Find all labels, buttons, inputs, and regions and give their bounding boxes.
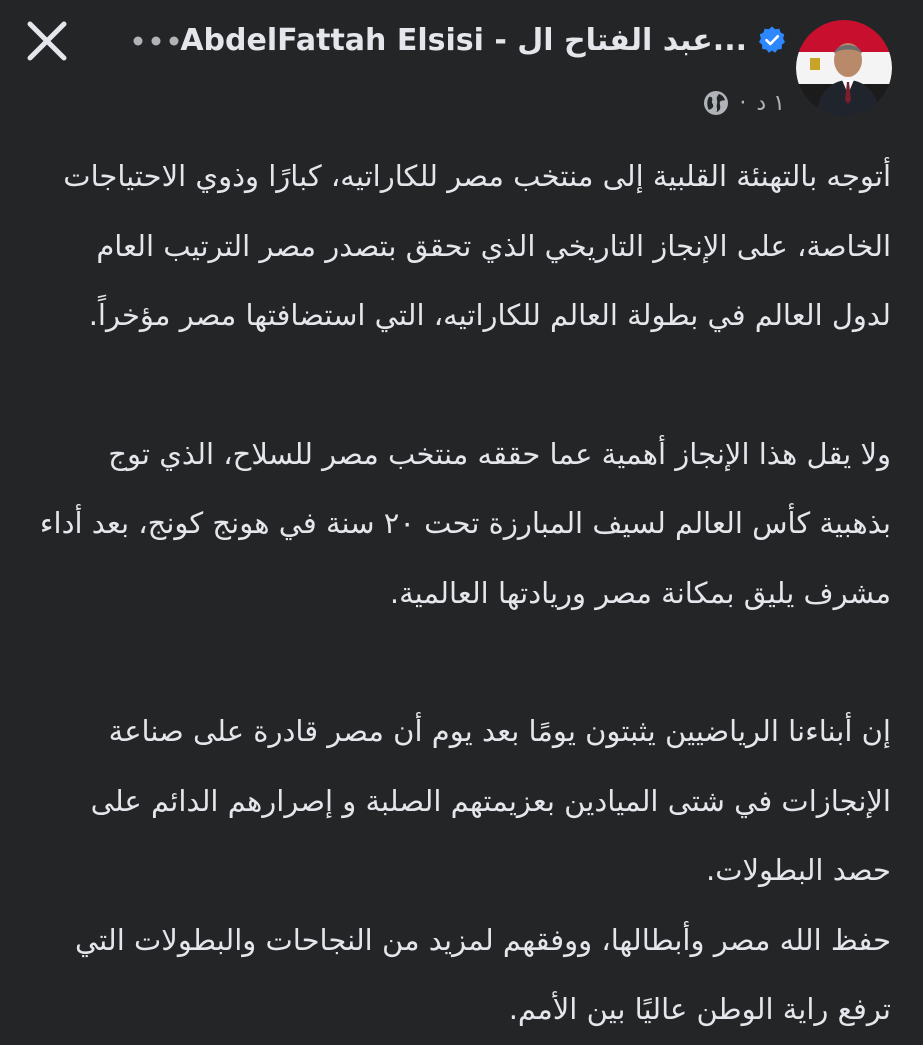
post-meta bbox=[703, 86, 785, 120]
post-paragraph: ولا يقل هذا الإنجاز أهمية عما حققه منتخب مصر للسلاح، الذي توج بذهبية كأس العالم لسيف المبارزة تحت ٢٠ سنة في هونج كونج، بعد أداء مشرف يليق بمكانة مصر وريادتها العالمية. bbox=[39, 436, 891, 610]
verified-badge-icon bbox=[757, 25, 787, 55]
post-paragraph: أتوجه بالتهنئة القلبية إلى منتخب مصر للكاراتيه، كبارًا وذوي الاحتياجات الخاصة، على الإنجاز التاريخي الذي تحقق بتصدر مصر الترتيب العام لدول العالم في بطولة العالم للكاراتيه، التي استضافتها مصر مؤخراً. bbox=[63, 159, 891, 332]
post-text bbox=[29, 142, 891, 1045]
author-name-link[interactable]: AbdelFattah Elsisi - عبد الفتاح ال... bbox=[180, 22, 747, 58]
post-header bbox=[0, 0, 923, 130]
avatar[interactable] bbox=[796, 20, 892, 116]
close-icon bbox=[24, 18, 70, 64]
globe-icon[interactable] bbox=[703, 90, 729, 116]
more-horizontal-icon bbox=[128, 22, 184, 60]
author-line bbox=[180, 18, 787, 62]
post-timestamp[interactable]: ١ د bbox=[756, 90, 785, 116]
post-paragraph: حفظ الله مصر وأبطالها، ووفقهم لمزيد من النجاحات والبطولات التي ترفع راية الوطن عاليًا بين الأمم. bbox=[74, 922, 891, 1026]
post-paragraph: إن أبناءنا الرياضيين يثبتون يومًا بعد يوم أن مصر قادرة على صناعة الإنجازات في شتى الميادين بعزيمتهم الصلبة و إصرارهم الدائم على حصد البطولات. bbox=[90, 714, 891, 887]
profile-photo bbox=[796, 20, 892, 116]
close-button[interactable] bbox=[24, 18, 70, 64]
more-options-button[interactable] bbox=[128, 22, 184, 60]
meta-separator: · bbox=[739, 90, 747, 116]
